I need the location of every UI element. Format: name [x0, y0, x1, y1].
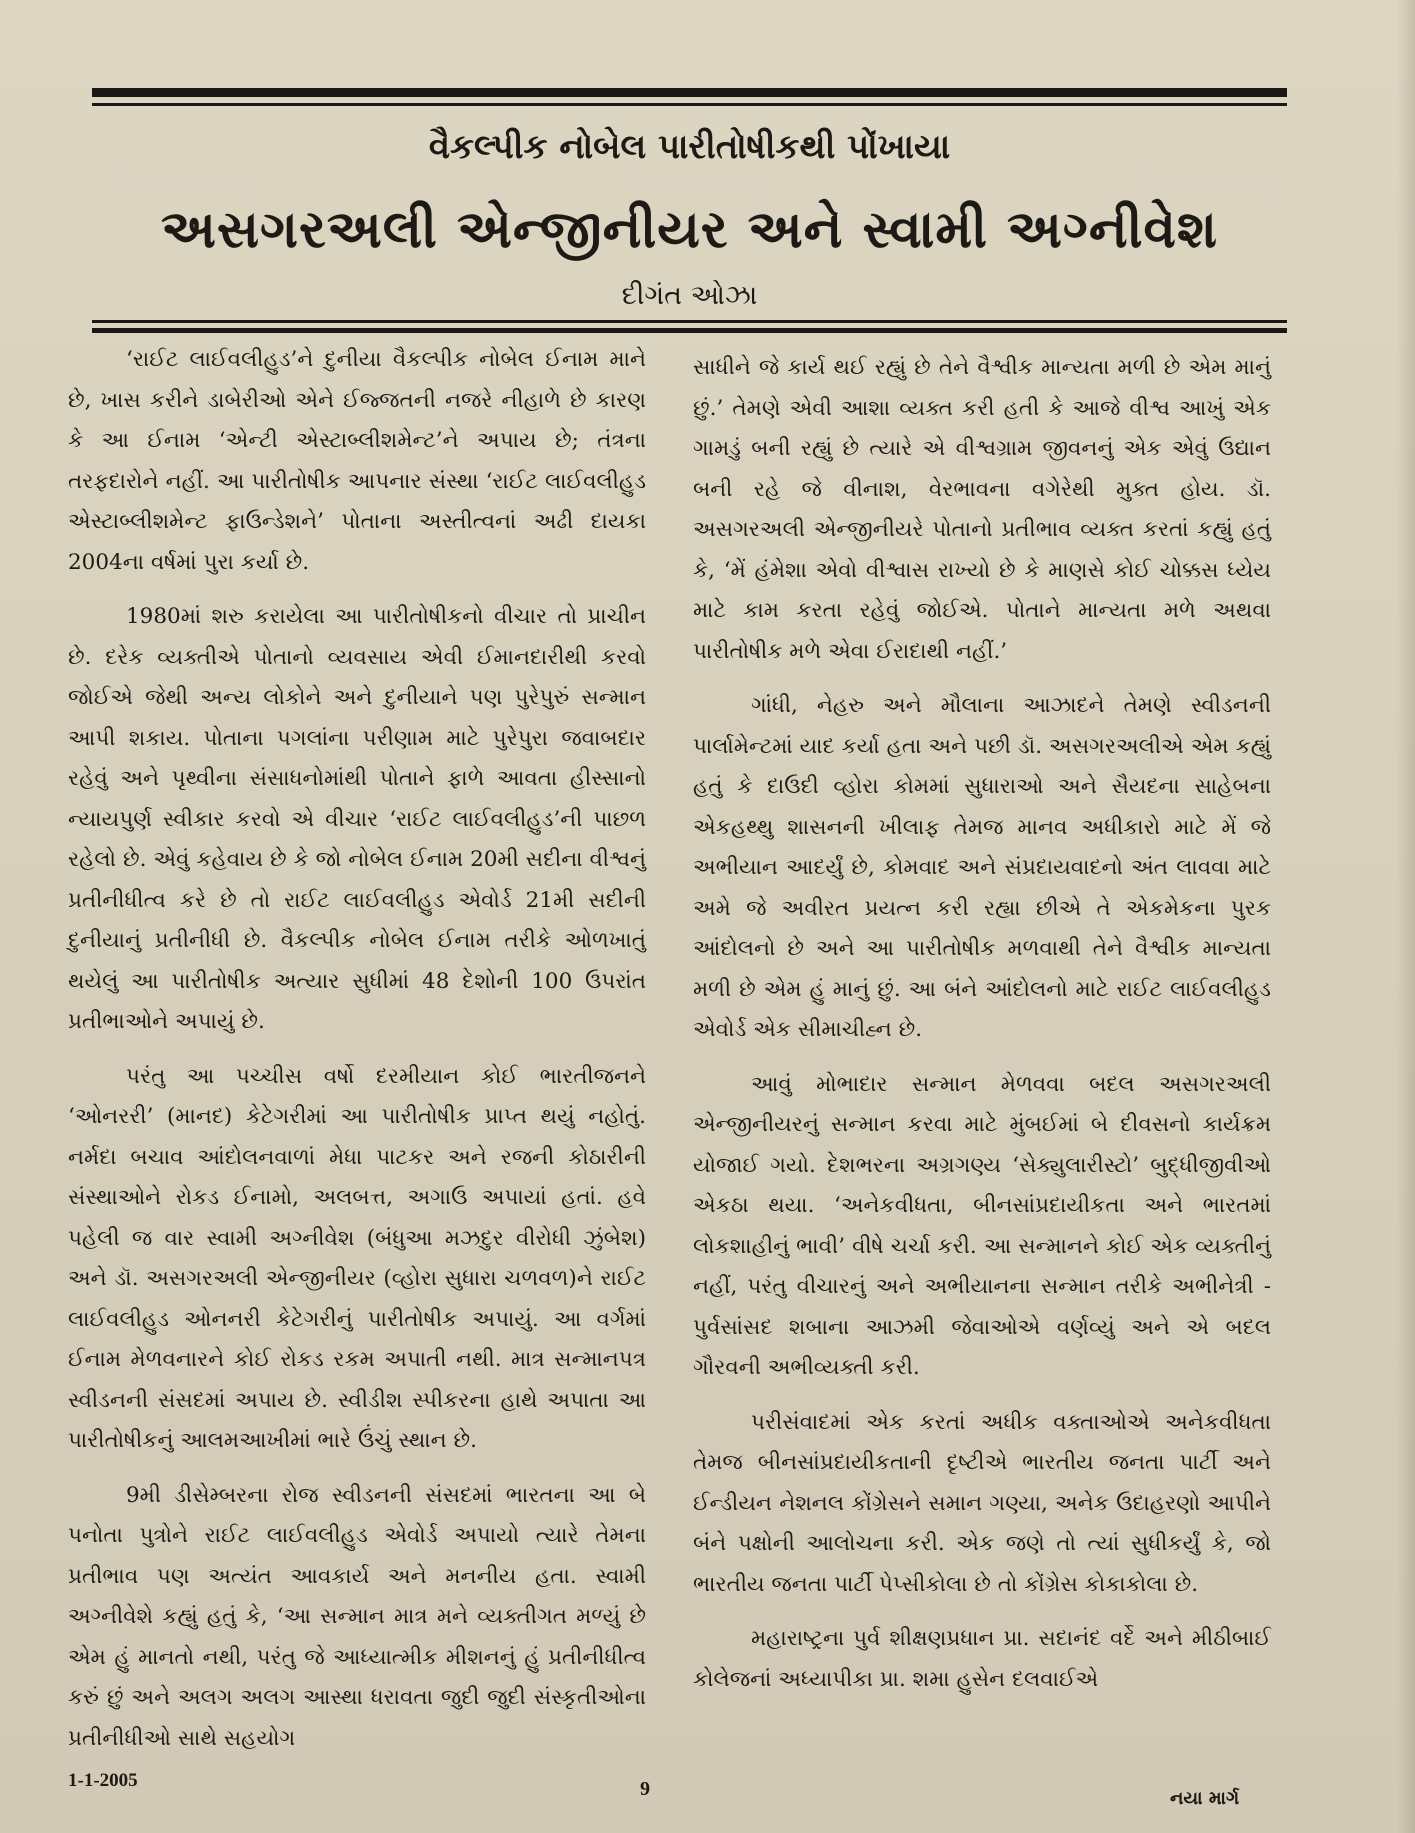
paragraph: 1980માં શરુ કરાયેલા આ પારીતોષીકનો વીચાર તો પ્રાચીન છે. દરેક વ્યક્તીએ પોતાનો વ્યવસાય એવી ઈમાનદારીથી કરવો જોઈએ જેથી અન્ય લોકોને અને દુનીયાને પણ પુરેપુરું સન્માન આપી શકાય. પોતાના પગલાંના પરીણામ માટે પુરેપુરા જવાબદાર રહેવું અને પૃથ્વીના સંસાધનોમાંથી પોતાને ફાળે આવતા હીસ્સાનો ન્યાયપુર્ણ સ્વીકાર કરવો એ વીચાર ‘રાઈટ લાઈવલીહુડ’ની પાછળ રહેલો છે. એવું કહેવાય છે કે જો નોબેલ ઈનામ 20મી સદીના વીશ્વનું પ્રતીનીધીત્વ કરે છે તો રાઈટ લાઈવલીહુડ એવોર્ડ 21મી સદીની દુનીયાનું પ્રતીનીધી છે. વૈકલ્પીક નોબેલ ઈનામ તરીકે ઓળખાતું થયેલું આ પારીતોષીક અત્યાર સુધીમાં 48 દેશોની 100 ઉપરાંત પ્રતીભાઓને અપાયું છે. — [68, 604, 646, 1034]
page-edge-shadow — [1397, 0, 1415, 1833]
right-column — [693, 348, 1271, 1743]
issue-date: 1-1-2005 — [68, 1770, 138, 1791]
article-byline: દીગંત ઓઝા — [621, 280, 758, 311]
left-column — [68, 340, 646, 1751]
paragraph: સાધીને જે કાર્ય થઈ રહ્યું છે તેને વૈશ્વીક માન્યતા મળી છે એમ માનું છું.’ તેમણે એવી આશા વ્યક્ત કરી હતી કે આજે વીશ્વ આખું એક ગામડું બની રહ્યું છે ત્યારે એ વીશ્વગ્રામ જીવનનું એક એવું ઉદ્યાન બની રહે જે વીનાશ, વેરભાવના વગેરેથી મુક્ત હોય. ડૉ. અસગરઅલી એન્જીનીયરે પોતાનો પ્રતીભાવ વ્યક્ત કરતાં કહ્યું હતું કે, ‘મેં હંમેશા એવો વીશ્વાસ રાખ્યો છે કે માણસે કોઈ ચોક્કસ ધ્યેય માટે કામ કરતા રહેવું જોઈએ. પોતાને માન્યતા મળે અથવા પારીતોષીક મળે એવા ઈરાદાથી નહીં.’ — [693, 355, 1271, 664]
magazine-name: નયા માર્ગ — [1170, 1788, 1240, 1809]
article-kicker: વૈકલ્પીક નોબેલ પારીતોષીકથી પોંખાયા — [428, 127, 951, 167]
byline-rule-thick — [92, 328, 1287, 333]
top-rule-thin — [92, 103, 1287, 106]
paragraph: ‘રાઈટ લાઈવલીહુડ’ને દુનીયા વૈકલ્પીક નોબેલ ઈનામ માને છે, ખાસ કરીને ડાબેરીઓ એને ઈજ્જતની નજરે નીહાળે છે કારણ કે આ ઈનામ ‘એન્ટી એસ્ટાબ્લીશમેન્ટ’ને અપાય છે; તંત્રના તરફદારોને નહીં. આ પારીતોષીક આપનાર સંસ્થા ‘રાઈટ લાઈવલીહુડ એસ્ટાબ્લીશમેન્ટ ફાઉન્ડેશને’ પોતાના અસ્તીત્વનાં અઢી દાયકા 2004ના વર્ષમાં પુરા કર્યા છે. — [68, 347, 646, 575]
paragraph: ગાંધી, નેહરુ અને મૌલાના આઝાદને તેમણે સ્વીડનની પાર્લામેન્ટમાં યાદ કર્યા હતા અને પછી ડૉ. અસગરઅલીએ એમ કહ્યું હતું કે દાઉદી વ્હોરા કોમમાં સુધારાઓ અને સૈયદના સાહેબના એકહથ્થુ શાસનની ખીલાફ તેમજ માનવ અધીકારો માટે મેં જે અભીયાન આદર્યું છે, કોમવાદ અને સંપ્રદાયવાદનો અંત લાવવા માટે અમે જે અવીરત પ્રયત્ન કરી રહ્યા છીએ તે એકમેકના પુરક આંદોલનો છે અને આ પારીતોષીક મળવાથી તેને વૈશ્વીક માન્યતા મળી છે એમ હું માનું છું. આ બંને આંદોલનો માટે રાઈટ લાઈવલીહુડ એવોર્ડ એક સીમાચીહ્ન છે. — [693, 693, 1271, 1042]
article-headline: અસગરઅલી એન્જીનીયર અને સ્વામી અગ્નીવેશ — [161, 200, 1218, 260]
page-number: 9 — [640, 1778, 650, 1800]
byline-rule-thin — [92, 320, 1287, 323]
paragraph: પરીસંવાદમાં એક કરતાં અધીક વક્તાઓએ અનેકવીધતા તેમજ બીનસાંપ્રદાયીકતાની દૃષ્ટીએ ભારતીય જનતા પાર્ટી અને ઈન્ડીયન નેશનલ કોંગ્રેસને સમાન ગણ્યા, અનેક ઉદાહરણો આપીને બંને પક્ષોની આલોચના કરી. એક જણે તો ત્યાં સુધીકર્યું કે, જો ભારતીય જનતા પાર્ટી પેપ્સીકોલા છે તો કોંગ્રેસ કોકાકોલા છે. — [693, 1409, 1271, 1597]
paragraph: પરંતુ આ પચ્ચીસ વર્ષો દરમીયાન કોઈ ભારતીજનને ‘ઓનરરી’ (માનદ) કેટેગરીમાં આ પારીતોષીક પ્રાપ્ત થયું નહોતું. નર્મદા બચાવ આંદોલનવાળાં મેધા પાટકર અને રજની કોઠારીની સંસ્થાઓને રોકડ ઈનામો, અલબત્ત, અગાઉ અપાયાં હતાં. હવે પહેલી જ વાર સ્વામી અગ્નીવેશ (બંધુઆ મઝદુર વીરોધી ઝુંબેશ) અને ડૉ. અસગરઅલી એન્જીનીયર (વ્હોરા સુધારા ચળવળ)ને રાઈટ લાઈવલીહુડ ઓનનરી કેટેગરીનું પારીતોષીક અપાયું. આ વર્ગમાં ઈનામ મેળવનારને કોઈ રોકડ રકમ અપાતી નથી. માત્ર સન્માનપત્ર સ્વીડનની સંસદમાં અપાય છે. સ્વીડીશ સ્પીકરના હાથે અપાતા આ પારીતોષીકનું આલમઆખીમાં ભારે ઉંચું સ્થાન છે. — [68, 1063, 646, 1453]
paragraph: મહારાષ્ટ્રના પુર્વ શીક્ષણપ્રધાન પ્રા. સદાનંદ વર્દે અને મીઠીબાઈ કોલેજનાં અધ્યાપીકા પ્રા. શમા હુસેન દલવાઈએ — [693, 1626, 1271, 1692]
paragraph: આવું મોભાદાર સન્માન મેળવવા બદલ અસગરઅલી એન્જીનીયરનું સન્માન કરવા માટે મુંબઈમાં બે દીવસનો કાર્યક્રમ યોજાઈ ગયો. દેશભરના અગ્રગણ્ય ‘સેક્યુલારીસ્ટો’ બુદ્ધીજીવીઓ એકઠા થયા. ‘અનેકવીધતા, બીનસાંપ્રદાયીકતા અને ભારતમાં લોકશાહીનું ભાવી’ વીષે ચર્ચા કરી. આ સન્માનને કોઈ એક વ્યક્તીનું નહીં, પરંતુ વીચારનું અને અભીયાનના સન્માન તરીકે અભીનેત્રી - પુર્વસાંસદ શબાના આઝમી જેવાઓએ વર્ણવ્યું અને એ બદલ ગૌરવની અભીવ્યક્તી કરી. — [693, 1071, 1271, 1380]
top-rule-thick — [92, 88, 1287, 97]
paragraph: 9મી ડીસેમ્બરના રોજ સ્વીડનની સંસદમાં ભારતના આ બે પનોતા પુત્રોને રાઈટ લાઈવલીહુડ એવોર્ડ અપાયો ત્યારે તેમના પ્રતીભાવ પણ અત્યંત આવકાર્ય અને મનનીય હતા. સ્વામી અગ્નીવેશે કહ્યું હતું કે, ‘આ સન્માન માત્ર મને વ્યક્તીગત મળ્યું છે એમ હું માનતો નથી, પરંતુ જે આધ્યાત્મીક મીશનનું હું પ્રતીનીધીત્વ કરું છું અને અલગ અલગ આસ્થા ધરાવતા જુદી જુદી સંસ્કૃતીઓના પ્રતીનીધીઓ સાથે સહયોગ — [68, 1482, 646, 1751]
